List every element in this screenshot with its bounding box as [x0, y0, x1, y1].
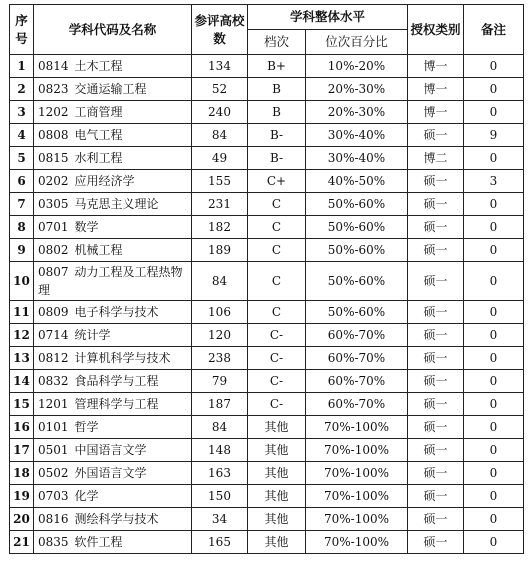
subject-code: 0812	[38, 350, 69, 365]
cell-percentile: 40%-50%	[306, 170, 408, 193]
cell-note: 0	[464, 301, 524, 324]
cell-seq: 1	[10, 55, 34, 78]
cell-note: 0	[464, 193, 524, 216]
header-grade: 档次	[248, 30, 306, 55]
cell-subject	[34, 170, 192, 193]
cell-percentile: 20%-30%	[306, 101, 408, 124]
subject-name: 机械工程	[74, 242, 123, 257]
subject-code: 0823	[38, 81, 69, 96]
cell-subject	[34, 324, 192, 347]
cell-percentile: 50%-60%	[306, 216, 408, 239]
cell-percentile: 50%-60%	[306, 193, 408, 216]
subject-name: 化学	[74, 488, 99, 503]
cell-schools: 231	[192, 193, 248, 216]
cell-note: 3	[464, 170, 524, 193]
cell-subject	[34, 262, 192, 301]
cell-grade: B	[248, 78, 306, 101]
cell-auth-type: 硕一	[408, 416, 464, 439]
cell-subject	[34, 485, 192, 508]
table-row	[10, 101, 524, 124]
subject-name: 水利工程	[74, 150, 123, 165]
cell-percentile: 70%-100%	[306, 416, 408, 439]
header-level-group: 学科整体水平	[248, 5, 408, 30]
cell-note: 0	[464, 324, 524, 347]
cell-seq: 21	[10, 531, 34, 554]
table-row	[10, 393, 524, 416]
subject-code: 0502	[38, 465, 69, 480]
header-seq: 序号	[10, 5, 34, 55]
cell-auth-type: 博一	[408, 55, 464, 78]
subject-name: 数学	[74, 219, 99, 234]
subject-code: 0202	[38, 173, 69, 188]
cell-note: 0	[464, 393, 524, 416]
cell-seq: 13	[10, 347, 34, 370]
subject-code: 1202	[38, 104, 69, 119]
cell-schools: 238	[192, 347, 248, 370]
subject-code: 0816	[38, 511, 69, 526]
subject-name: 交通运输工程	[74, 81, 147, 96]
header-subject: 学科代码及名称	[34, 5, 192, 55]
cell-seq: 2	[10, 78, 34, 101]
cell-percentile: 20%-30%	[306, 78, 408, 101]
cell-subject	[34, 439, 192, 462]
cell-grade: 其他	[248, 462, 306, 485]
cell-grade: B-	[248, 124, 306, 147]
cell-percentile: 70%-100%	[306, 439, 408, 462]
subject-code: 0814	[38, 58, 69, 73]
cell-subject	[34, 193, 192, 216]
cell-auth-type: 硕一	[408, 239, 464, 262]
cell-percentile: 50%-60%	[306, 239, 408, 262]
cell-percentile: 70%-100%	[306, 485, 408, 508]
subject-name: 外国语言文学	[74, 465, 147, 480]
subject-code: 0815	[38, 150, 69, 165]
subject-code: 0701	[38, 219, 69, 234]
cell-note: 0	[464, 439, 524, 462]
cell-note: 0	[464, 55, 524, 78]
cell-seq: 16	[10, 416, 34, 439]
header-auth-type: 授权类别	[408, 5, 464, 55]
cell-note: 0	[464, 147, 524, 170]
cell-schools: 187	[192, 393, 248, 416]
header-note: 备注	[464, 5, 524, 55]
cell-schools: 155	[192, 170, 248, 193]
cell-seq: 19	[10, 485, 34, 508]
subject-name: 应用经济学	[74, 173, 135, 188]
cell-subject	[34, 462, 192, 485]
cell-auth-type: 博二	[408, 147, 464, 170]
table-row	[10, 147, 524, 170]
cell-seq: 4	[10, 124, 34, 147]
cell-grade: C	[248, 301, 306, 324]
cell-note: 0	[464, 462, 524, 485]
subject-name: 马克思主义理论	[74, 196, 159, 211]
cell-auth-type: 硕一	[408, 301, 464, 324]
table-row	[10, 262, 524, 301]
table-row	[10, 508, 524, 531]
cell-percentile: 10%-20%	[306, 55, 408, 78]
cell-note: 0	[464, 262, 524, 301]
cell-auth-type: 硕一	[408, 485, 464, 508]
cell-grade: B-	[248, 147, 306, 170]
cell-schools: 165	[192, 531, 248, 554]
subject-name: 中国语言文学	[74, 442, 147, 457]
cell-grade: C	[248, 216, 306, 239]
header-row-1	[10, 5, 524, 30]
cell-grade: 其他	[248, 416, 306, 439]
cell-auth-type: 硕一	[408, 393, 464, 416]
cell-note: 0	[464, 531, 524, 554]
subject-code: 0101	[38, 419, 69, 434]
subject-code: 0501	[38, 442, 69, 457]
table-row	[10, 370, 524, 393]
cell-auth-type: 硕一	[408, 439, 464, 462]
cell-schools: 106	[192, 301, 248, 324]
cell-auth-type: 硕一	[408, 531, 464, 554]
cell-percentile: 50%-60%	[306, 301, 408, 324]
table-row	[10, 301, 524, 324]
subject-code: 0703	[38, 488, 69, 503]
cell-schools: 134	[192, 55, 248, 78]
cell-auth-type: 博一	[408, 78, 464, 101]
cell-note: 0	[464, 101, 524, 124]
cell-subject	[34, 78, 192, 101]
cell-auth-type: 硕一	[408, 508, 464, 531]
subject-name: 哲学	[74, 419, 99, 434]
cell-note: 0	[464, 216, 524, 239]
cell-schools: 84	[192, 124, 248, 147]
cell-percentile: 60%-70%	[306, 393, 408, 416]
cell-schools: 240	[192, 101, 248, 124]
table-row	[10, 416, 524, 439]
cell-grade: C-	[248, 393, 306, 416]
cell-note: 0	[464, 78, 524, 101]
cell-grade: C+	[248, 170, 306, 193]
cell-subject	[34, 301, 192, 324]
cell-subject	[34, 508, 192, 531]
cell-seq: 6	[10, 170, 34, 193]
table-body	[10, 55, 524, 554]
discipline-table-container	[9, 4, 524, 554]
cell-grade: 其他	[248, 531, 306, 554]
table-row	[10, 78, 524, 101]
table-row	[10, 324, 524, 347]
subject-code: 0305	[38, 196, 69, 211]
table-row	[10, 462, 524, 485]
cell-subject	[34, 370, 192, 393]
cell-seq: 9	[10, 239, 34, 262]
cell-schools: 120	[192, 324, 248, 347]
cell-subject	[34, 416, 192, 439]
subject-name: 动力工程及工程热物理	[38, 265, 183, 297]
discipline-evaluation-table	[9, 4, 524, 554]
cell-auth-type: 硕一	[408, 347, 464, 370]
cell-note: 0	[464, 347, 524, 370]
cell-note: 0	[464, 370, 524, 393]
subject-name: 计算机科学与技术	[74, 350, 171, 365]
cell-grade: C	[248, 193, 306, 216]
cell-schools: 163	[192, 462, 248, 485]
cell-percentile: 70%-100%	[306, 508, 408, 531]
cell-schools: 84	[192, 416, 248, 439]
cell-note: 0	[464, 485, 524, 508]
cell-percentile: 60%-70%	[306, 324, 408, 347]
subject-code: 0832	[38, 373, 69, 388]
subject-name: 管理科学与工程	[74, 396, 159, 411]
table-row	[10, 124, 524, 147]
table-row	[10, 55, 524, 78]
cell-seq: 15	[10, 393, 34, 416]
cell-grade: 其他	[248, 439, 306, 462]
cell-schools: 49	[192, 147, 248, 170]
cell-seq: 17	[10, 439, 34, 462]
subject-name: 食品科学与工程	[74, 373, 159, 388]
cell-schools: 79	[192, 370, 248, 393]
cell-percentile: 60%-70%	[306, 347, 408, 370]
cell-schools: 34	[192, 508, 248, 531]
cell-subject	[34, 531, 192, 554]
cell-grade: B	[248, 101, 306, 124]
subject-name: 测绘科学与技术	[74, 511, 159, 526]
cell-grade: 其他	[248, 508, 306, 531]
cell-grade: C-	[248, 324, 306, 347]
cell-schools: 150	[192, 485, 248, 508]
header-schools: 参评高校数	[192, 5, 248, 55]
cell-percentile: 60%-70%	[306, 370, 408, 393]
cell-seq: 3	[10, 101, 34, 124]
cell-auth-type: 硕一	[408, 193, 464, 216]
cell-seq: 5	[10, 147, 34, 170]
cell-auth-type: 硕一	[408, 324, 464, 347]
cell-percentile: 30%-40%	[306, 147, 408, 170]
subject-name: 电气工程	[74, 127, 123, 142]
cell-schools: 84	[192, 262, 248, 301]
cell-subject	[34, 216, 192, 239]
cell-seq: 8	[10, 216, 34, 239]
cell-auth-type: 硕一	[408, 462, 464, 485]
cell-subject	[34, 147, 192, 170]
subject-code: 0807	[38, 265, 69, 279]
cell-note: 0	[464, 239, 524, 262]
cell-percentile: 70%-100%	[306, 531, 408, 554]
cell-auth-type: 硕一	[408, 370, 464, 393]
header-percentile: 位次百分比	[306, 30, 408, 55]
table-row	[10, 193, 524, 216]
subject-code: 0835	[38, 534, 69, 549]
cell-subject	[34, 393, 192, 416]
cell-subject	[34, 55, 192, 78]
subject-code: 0714	[38, 327, 69, 342]
cell-grade: C-	[248, 347, 306, 370]
subject-code: 0802	[38, 242, 69, 257]
cell-percentile: 30%-40%	[306, 124, 408, 147]
cell-seq: 11	[10, 301, 34, 324]
cell-note: 0	[464, 416, 524, 439]
cell-grade: 其他	[248, 485, 306, 508]
cell-schools: 189	[192, 239, 248, 262]
cell-grade: C	[248, 239, 306, 262]
cell-schools: 182	[192, 216, 248, 239]
cell-seq: 14	[10, 370, 34, 393]
cell-subject	[34, 124, 192, 147]
subject-name: 工商管理	[74, 104, 123, 119]
table-row	[10, 439, 524, 462]
cell-subject	[34, 239, 192, 262]
cell-percentile: 50%-60%	[306, 262, 408, 301]
table-row	[10, 170, 524, 193]
cell-subject	[34, 347, 192, 370]
cell-note: 9	[464, 124, 524, 147]
cell-auth-type: 博一	[408, 101, 464, 124]
subject-code: 1201	[38, 396, 69, 411]
cell-seq: 7	[10, 193, 34, 216]
subject-name: 土木工程	[74, 58, 123, 73]
table-row	[10, 347, 524, 370]
cell-seq: 10	[10, 262, 34, 301]
cell-subject	[34, 101, 192, 124]
cell-auth-type: 硕一	[408, 262, 464, 301]
cell-note: 0	[464, 508, 524, 531]
subject-name: 软件工程	[74, 534, 123, 549]
table-row	[10, 531, 524, 554]
cell-auth-type: 硕一	[408, 170, 464, 193]
cell-seq: 18	[10, 462, 34, 485]
table-row	[10, 216, 524, 239]
cell-schools: 148	[192, 439, 248, 462]
subject-name: 电子科学与技术	[74, 304, 159, 319]
cell-auth-type: 硕一	[408, 216, 464, 239]
cell-seq: 12	[10, 324, 34, 347]
cell-grade: C	[248, 262, 306, 301]
table-row	[10, 239, 524, 262]
cell-seq: 20	[10, 508, 34, 531]
cell-auth-type: 硕一	[408, 124, 464, 147]
subject-code: 0809	[38, 304, 69, 319]
cell-grade: B+	[248, 55, 306, 78]
subject-code: 0808	[38, 127, 69, 142]
cell-grade: C-	[248, 370, 306, 393]
table-row	[10, 485, 524, 508]
subject-name: 统计学	[74, 327, 111, 342]
cell-percentile: 70%-100%	[306, 462, 408, 485]
cell-schools: 52	[192, 78, 248, 101]
